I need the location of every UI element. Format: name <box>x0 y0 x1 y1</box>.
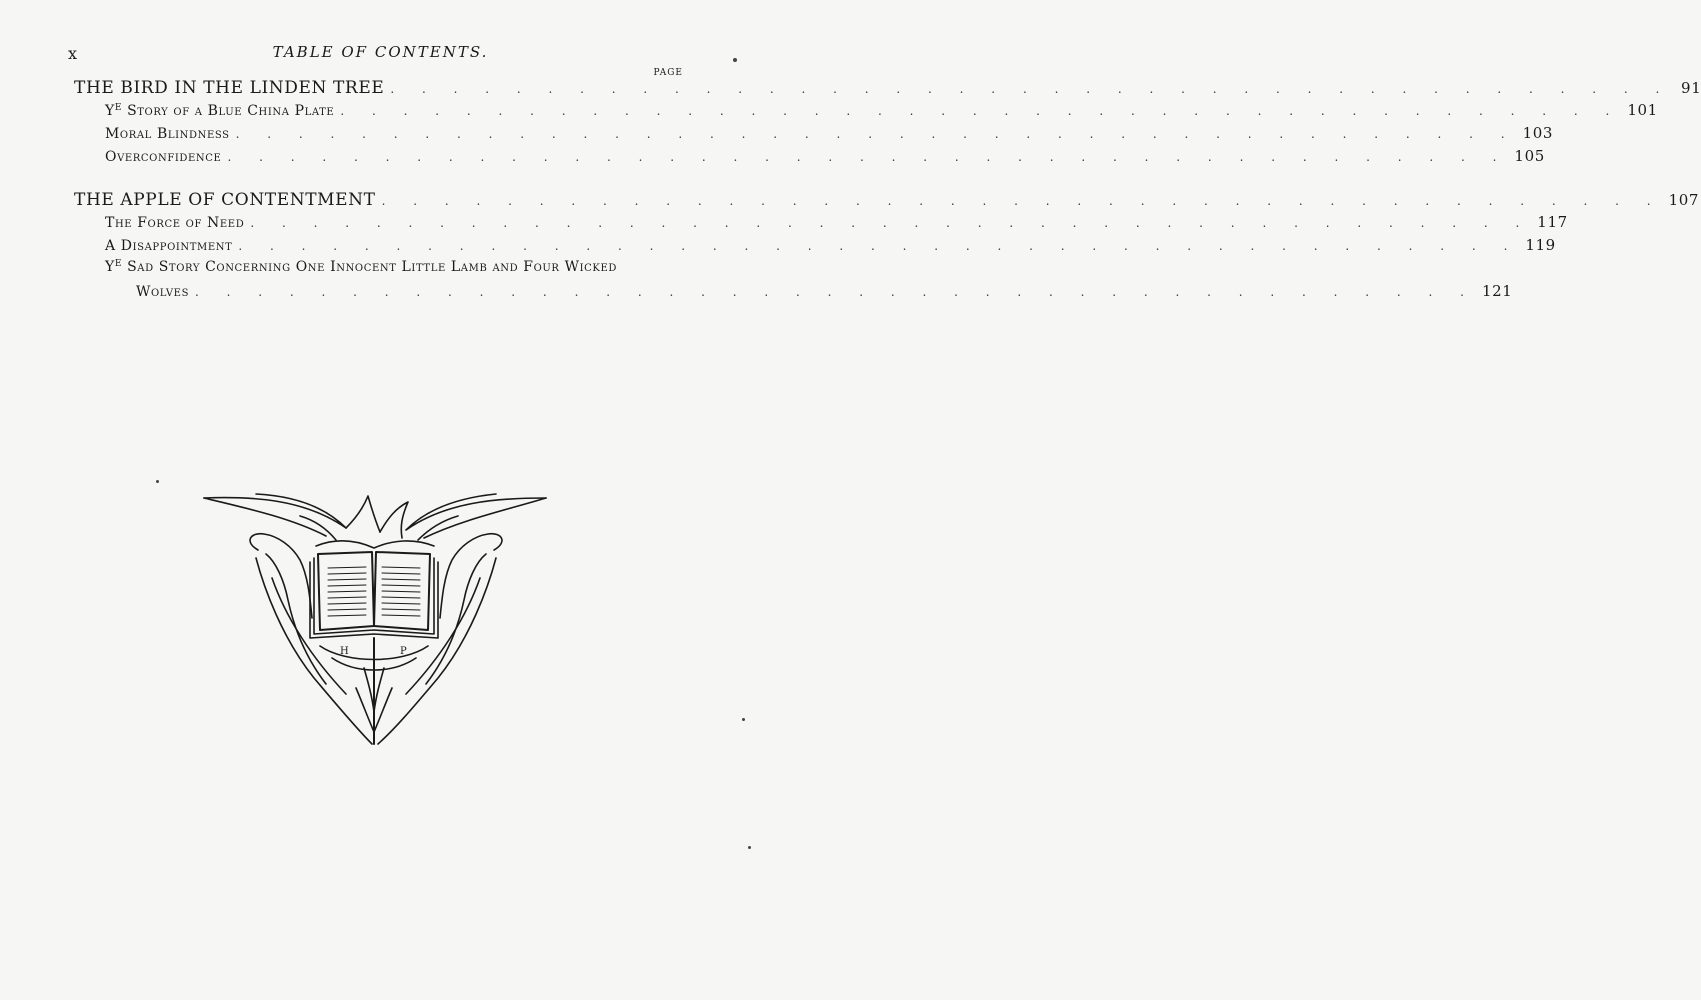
running-head: TABLE OF CONTENTS. <box>272 43 489 61</box>
subsection-entry <box>74 213 1568 236</box>
section-title: THE APPLE OF CONTENTMENT <box>74 190 376 210</box>
page-number: 117 <box>1537 213 1568 231</box>
page-number: 103 <box>1522 124 1554 142</box>
subsection-title: $Y^E$ Story of a Blue China Plate <box>105 103 335 119</box>
dot-leader: . . . . . . . . . . . . . . . . . . . . . . . . . . . . . . . . . . . . . . . . . <box>227 150 1509 164</box>
subsection-title: A Disappointment <box>105 238 233 254</box>
page-number: 121 <box>1482 282 1513 300</box>
dot-leader: . . . . . . . . . . . . . . . . . . . . . . . . . . . . . . . . . . . . . . . . . <box>340 104 1622 118</box>
ink-speck <box>733 58 737 62</box>
ink-speck <box>156 480 159 483</box>
page-number: 101 <box>1627 101 1658 119</box>
ink-speck <box>742 718 745 721</box>
subsection-title: Overconfidence <box>105 149 222 165</box>
page-number: 105 <box>1514 147 1545 165</box>
subsection-entry <box>74 101 1658 124</box>
subsection-entry-continued <box>74 282 1513 305</box>
section-entry <box>74 78 1701 101</box>
dot-leader: . . . . . . . . . . . . . . . . . . . . . . . . . . . . . . . . . . . . . . . . . <box>235 127 1517 141</box>
dot-leader: . . . . . . . . . . . . . . . . . . . . . . . . . . . . . . . . . . . . . . . . . <box>238 239 1520 253</box>
section-entry <box>74 190 1700 213</box>
open-book-ornament-icon <box>196 488 552 754</box>
folio-number: x <box>68 44 78 63</box>
page-number: 91 <box>1681 79 1701 97</box>
dot-leader: . . . . . . . . . . . . . . . . . . . . . . . . . . . . . . . . . . . . . . . . . <box>390 82 1672 96</box>
subsection-title: The Force of Need <box>105 215 245 231</box>
subsection-entry <box>74 124 1554 147</box>
section-title: THE BIRD IN THE LINDEN TREE <box>74 78 385 98</box>
subsection-title-line-1: $Y^E$ Sad Story Concerning One Innocent Little Lamb and Four Wicked <box>105 259 617 275</box>
dot-leader: . . . . . . . . . . . . . . . . . . . . . . . . . . . . . . . . . . . . . . . . . <box>250 216 1532 230</box>
subsection-title-line-2: Wolves <box>136 284 190 300</box>
book-initial-left: H <box>340 646 349 657</box>
dot-leader: . . . . . . . . . . . . . . . . . . . . . . . . . . . . . . . . . . . . . . . . . <box>195 285 1476 299</box>
subsection-entry <box>74 147 1545 170</box>
page-column-label: PAGE <box>653 68 683 78</box>
subsection-title: Moral Blindness <box>105 126 230 142</box>
ink-speck <box>748 846 751 849</box>
dot-leader: . . . . . . . . . . . . . . . . . . . . . . . . . . . . . . . . . . . . . . . . . <box>381 194 1663 208</box>
contents-list <box>74 78 1701 305</box>
page-number: 107 <box>1668 191 1700 209</box>
page-number: 119 <box>1525 236 1556 254</box>
book-initial-right: P <box>400 646 407 657</box>
subsection-entry <box>74 236 1556 259</box>
